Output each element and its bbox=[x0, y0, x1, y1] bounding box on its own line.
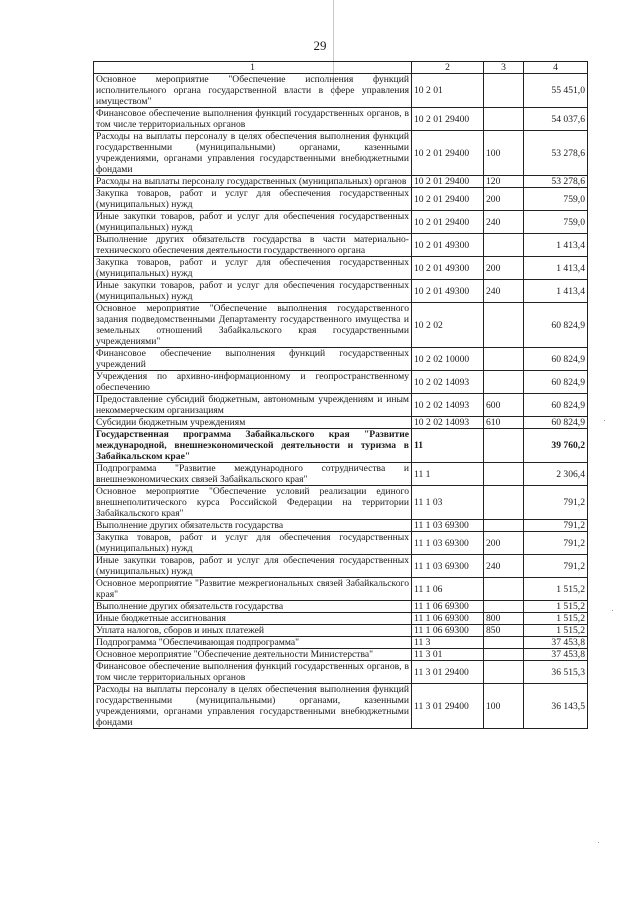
row-sum: 791,2 bbox=[524, 555, 588, 578]
row-type bbox=[484, 74, 524, 108]
table-row bbox=[94, 578, 588, 601]
row-code: 11 1 06 69300 bbox=[412, 601, 484, 613]
row-type: 600 bbox=[484, 394, 524, 417]
table-row bbox=[94, 601, 588, 613]
row-code: 10 2 01 49300 bbox=[412, 280, 484, 303]
row-code: 11 bbox=[412, 429, 484, 463]
table-row bbox=[94, 234, 588, 257]
row-code: 10 2 01 29400 bbox=[412, 211, 484, 234]
scan-speck bbox=[612, 610, 613, 611]
row-name: Расходы на выплаты персоналу в целях обеспечения выполнения функций государственными (муниципальными) органами, казенными учреждениями, органами управления государственными внебюджетными фондами bbox=[94, 131, 412, 176]
table-row bbox=[94, 463, 588, 486]
row-type: 240 bbox=[484, 555, 524, 578]
row-type bbox=[484, 486, 524, 520]
row-name: Уплата налогов, сборов и иных платежей bbox=[94, 625, 412, 637]
table-row bbox=[94, 637, 588, 649]
header-col-1: 1 bbox=[94, 62, 412, 74]
row-type: 800 bbox=[484, 613, 524, 625]
row-sum: 1 515,2 bbox=[524, 613, 588, 625]
row-type bbox=[484, 637, 524, 649]
row-code: 10 2 01 49300 bbox=[412, 257, 484, 280]
row-type bbox=[484, 348, 524, 371]
row-name: Учреждения по архивно-информационному и геопространственному обеспечению bbox=[94, 371, 412, 394]
row-type bbox=[484, 520, 524, 532]
row-type: 100 bbox=[484, 131, 524, 176]
table-row bbox=[94, 486, 588, 520]
row-name: Расходы на выплаты персоналу государственных (муниципальных) органов bbox=[94, 176, 412, 188]
row-name: Субсидии бюджетным учреждениям bbox=[94, 417, 412, 429]
row-code: 10 2 02 10000 bbox=[412, 348, 484, 371]
page-number: 29 bbox=[313, 38, 327, 53]
table-header-row bbox=[94, 62, 588, 74]
row-code: 11 1 06 bbox=[412, 578, 484, 601]
row-name: Подпрограмма "Обеспечивающая подпрограмма" bbox=[94, 637, 412, 649]
table-row bbox=[94, 348, 588, 371]
row-sum: 1 413,4 bbox=[524, 234, 588, 257]
row-name: Выполнение других обязательств государства bbox=[94, 601, 412, 613]
row-name: Государственная программа Забайкальского края "Развитие международной, внешнеэкономической деятельности и туризма в Забайкальском крае" bbox=[94, 429, 412, 463]
row-sum: 60 824,9 bbox=[524, 348, 588, 371]
row-name: Основное мероприятие "Обеспечение деятельности Министерства" bbox=[94, 649, 412, 661]
row-code: 10 2 01 29400 bbox=[412, 188, 484, 211]
row-sum: 37 453,8 bbox=[524, 649, 588, 661]
row-name: Основное мероприятие "Обеспечение исполнения функций исполнительного органа государственной власти в сфере управления имуществом" bbox=[94, 74, 412, 108]
table-row bbox=[94, 613, 588, 625]
row-name: Закупка товаров, работ и услуг для обеспечения государственных (муниципальных) нужд bbox=[94, 188, 412, 211]
row-sum: 759,0 bbox=[524, 211, 588, 234]
table-row bbox=[94, 429, 588, 463]
row-sum: 53 278,6 bbox=[524, 131, 588, 176]
row-name: Основное мероприятие "Развитие межрегиональных связей Забайкальского края" bbox=[94, 578, 412, 601]
row-name: Закупка товаров, работ и услуг для обеспечения государственных (муниципальных) нужд bbox=[94, 257, 412, 280]
row-name: Расходы на выплаты персоналу в целях обеспечения выполнения функций государственными (муниципальными) органами, казенными учреждениями, органами управления государственными внебюджетными фондами bbox=[94, 684, 412, 729]
table-row bbox=[94, 649, 588, 661]
row-code: 10 2 01 49300 bbox=[412, 234, 484, 257]
row-code: 10 2 02 14093 bbox=[412, 417, 484, 429]
row-sum: 791,2 bbox=[524, 520, 588, 532]
scan-speck bbox=[598, 842, 599, 843]
row-type bbox=[484, 578, 524, 601]
table-row bbox=[94, 520, 588, 532]
header-col-4: 4 bbox=[524, 62, 588, 74]
row-code: 11 3 01 bbox=[412, 649, 484, 661]
row-name: Подпрограмма "Развитие международного сотрудничества и внешнеэкономических связей Забайкальского края" bbox=[94, 463, 412, 486]
row-code: 10 2 01 29400 bbox=[412, 176, 484, 188]
row-type bbox=[484, 429, 524, 463]
table-row bbox=[94, 394, 588, 417]
table-row bbox=[94, 555, 588, 578]
header-col-2: 2 bbox=[412, 62, 484, 74]
row-type bbox=[484, 371, 524, 394]
row-name: Иные закупки товаров, работ и услуг для обеспечения государственных (муниципальных) нужд bbox=[94, 280, 412, 303]
row-type bbox=[484, 661, 524, 684]
row-code: 10 2 02 14093 bbox=[412, 371, 484, 394]
row-name: Основное мероприятие "Обеспечение условий реализации единого внешнеполитического курса Российской Федерации на территории Забайкальского края" bbox=[94, 486, 412, 520]
row-type: 200 bbox=[484, 532, 524, 555]
row-sum: 36 515,3 bbox=[524, 661, 588, 684]
row-sum: 55 451,0 bbox=[524, 74, 588, 108]
row-name: Иные закупки товаров, работ и услуг для обеспечения государственных (муниципальных) нужд bbox=[94, 555, 412, 578]
row-sum: 60 824,9 bbox=[524, 417, 588, 429]
row-name: Финансовое обеспечение выполнения функций государственных органов, в том числе территориальных органов bbox=[94, 661, 412, 684]
row-type bbox=[484, 303, 524, 348]
row-code: 11 1 06 69300 bbox=[412, 613, 484, 625]
row-code: 10 2 01 bbox=[412, 74, 484, 108]
table-row bbox=[94, 661, 588, 684]
row-sum: 37 453,8 bbox=[524, 637, 588, 649]
table-row bbox=[94, 625, 588, 637]
row-code: 11 1 03 bbox=[412, 486, 484, 520]
table-row bbox=[94, 280, 588, 303]
row-sum: 1 413,4 bbox=[524, 280, 588, 303]
row-sum: 60 824,9 bbox=[524, 394, 588, 417]
row-name: Выполнение других обязательств государства в части материально-технического обеспечения деятельности государственного органа bbox=[94, 234, 412, 257]
row-name: Финансовое обеспечение выполнения функций государственных органов, в том числе территориальных органов bbox=[94, 108, 412, 131]
row-sum: 1 515,2 bbox=[524, 625, 588, 637]
table-row bbox=[94, 532, 588, 555]
row-sum: 39 760,2 bbox=[524, 429, 588, 463]
table-row bbox=[94, 211, 588, 234]
row-type bbox=[484, 649, 524, 661]
row-name: Финансовое обеспечение выполнения функций государственных учреждений bbox=[94, 348, 412, 371]
row-type: 100 bbox=[484, 684, 524, 729]
row-sum: 60 824,9 bbox=[524, 303, 588, 348]
row-sum: 1 413,4 bbox=[524, 257, 588, 280]
row-sum: 60 824,9 bbox=[524, 371, 588, 394]
row-type: 610 bbox=[484, 417, 524, 429]
row-type: 200 bbox=[484, 257, 524, 280]
table-row bbox=[94, 684, 588, 729]
row-sum: 1 515,2 bbox=[524, 578, 588, 601]
row-code: 11 1 03 69300 bbox=[412, 520, 484, 532]
row-code: 11 1 03 69300 bbox=[412, 532, 484, 555]
table-row bbox=[94, 257, 588, 280]
table-row bbox=[94, 371, 588, 394]
row-code: 11 3 01 29400 bbox=[412, 661, 484, 684]
row-sum: 791,2 bbox=[524, 532, 588, 555]
row-sum: 791,2 bbox=[524, 486, 588, 520]
row-code: 10 2 02 bbox=[412, 303, 484, 348]
row-code: 11 1 06 69300 bbox=[412, 625, 484, 637]
row-code: 11 3 01 29400 bbox=[412, 684, 484, 729]
table-row bbox=[94, 417, 588, 429]
row-code: 10 2 02 14093 bbox=[412, 394, 484, 417]
table-row bbox=[94, 176, 588, 188]
table-row bbox=[94, 108, 588, 131]
row-sum: 53 278,6 bbox=[524, 176, 588, 188]
table-row bbox=[94, 303, 588, 348]
scan-speck bbox=[604, 420, 605, 421]
row-sum: 54 037,6 bbox=[524, 108, 588, 131]
row-name: Иные закупки товаров, работ и услуг для обеспечения государственных (муниципальных) нужд bbox=[94, 211, 412, 234]
row-name: Выполнение других обязательств государства bbox=[94, 520, 412, 532]
row-sum: 1 515,2 bbox=[524, 601, 588, 613]
row-type: 200 bbox=[484, 188, 524, 211]
row-sum: 2 306,4 bbox=[524, 463, 588, 486]
row-type bbox=[484, 463, 524, 486]
table-row bbox=[94, 74, 588, 108]
header-col-3: 3 bbox=[484, 62, 524, 74]
row-type: 240 bbox=[484, 280, 524, 303]
row-name: Предоставление субсидий бюджетным, автономным учреждениям и иным некоммерческим организациям bbox=[94, 394, 412, 417]
row-type bbox=[484, 601, 524, 613]
row-type bbox=[484, 234, 524, 257]
table-row bbox=[94, 188, 588, 211]
row-name: Основное мероприятие "Обеспечение выполнения государственного задания подведомственными Департаменту государственного имущества и земельных отношений Забайкальского края государственными учреждениями" bbox=[94, 303, 412, 348]
row-name: Иные бюджетные ассигнования bbox=[94, 613, 412, 625]
row-type: 240 bbox=[484, 211, 524, 234]
table-row bbox=[94, 131, 588, 176]
row-code: 10 2 01 29400 bbox=[412, 108, 484, 131]
row-code: 11 1 03 69300 bbox=[412, 555, 484, 578]
row-code: 11 3 bbox=[412, 637, 484, 649]
row-type: 120 bbox=[484, 176, 524, 188]
row-type: 850 bbox=[484, 625, 524, 637]
row-code: 10 2 01 29400 bbox=[412, 131, 484, 176]
row-type bbox=[484, 108, 524, 131]
row-code: 11 1 bbox=[412, 463, 484, 486]
row-sum: 36 143,5 bbox=[524, 684, 588, 729]
row-name: Закупка товаров, работ и услуг для обеспечения государственных (муниципальных) нужд bbox=[94, 532, 412, 555]
row-sum: 759,0 bbox=[524, 188, 588, 211]
budget-table bbox=[93, 61, 588, 729]
